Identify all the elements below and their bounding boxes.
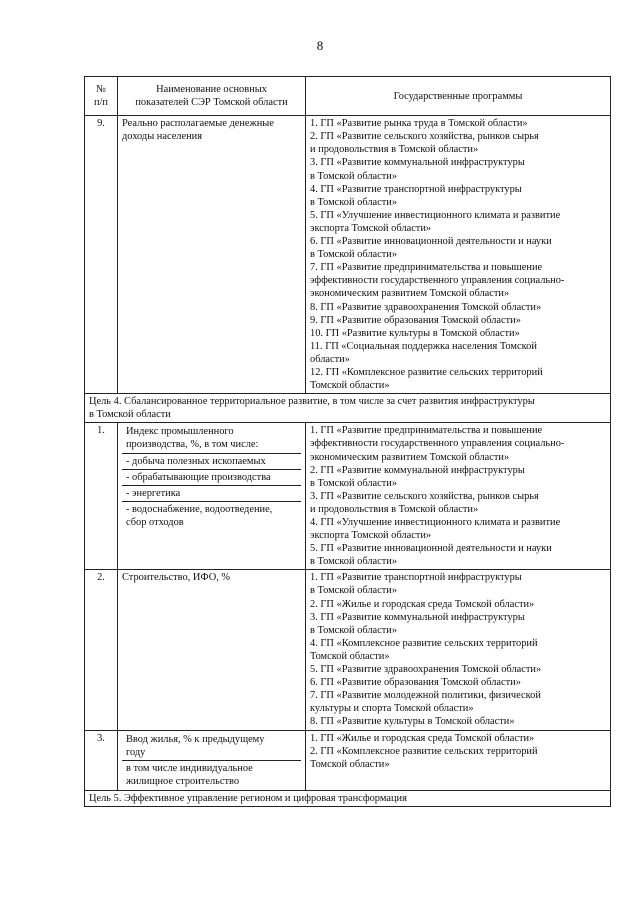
goal-row — [85, 790, 611, 806]
indicator-cell — [118, 730, 306, 790]
table-row — [85, 730, 611, 790]
programs-cell: 1. ГП «Жилье и городская среда Томской области» 2. ГП «Комплексное развитие сельских территорий Томской области» — [306, 730, 611, 790]
programs-cell: 1. ГП «Развитие предпринимательства и повышение эффективности государственного управления социально- экономическим развитием Томской области» 2. ГП «Развитие коммунальной инфраструктуры в Томской области» 3. ГП «Развитие сельского хозяйства, рынков сырья и продовольствия в Томской области» 4. ГП «Улучшение инвестиционного климата и развитие экспорта Томской области» 5. ГП «Развитие инновационной деятельности и науки в Томской области» — [306, 423, 611, 570]
row-number: 9. — [85, 116, 118, 394]
goal-4-heading: Цель 4. Сбалансированное территориальное развитие, в том числе за счет развития инфраструктуры в Томской области — [85, 394, 611, 423]
indicator-line: в том числе индивидуальное жилищное строительство — [126, 762, 253, 787]
programs-table — [84, 76, 611, 807]
table-row — [85, 423, 611, 570]
programs-cell: 1. ГП «Развитие транспортной инфраструктуры в Томской области» 2. ГП «Жилье и городская среда Томской области» 3. ГП «Развитие коммунальной инфраструктуры в Томской области» 4. ГП «Комплексное развитие сельских территорий Томской области» 5. ГП «Развитие здравоохранения Томской области» 6. ГП «Развитие образования Томской области» 7. ГП «Развитие молодежной политики, физической культуры и спорта Томской области» 8. ГП «Развитие культуры в Томской области» — [306, 570, 611, 730]
row-number: 3. — [85, 730, 118, 790]
header-programs: Государственные программы — [306, 77, 611, 116]
indicator-line: Индекс промышленного производства, %, в том числе: — [122, 424, 301, 453]
goal-5-heading: Цель 5. Эффективное управление регионом и цифровая трансформация — [85, 790, 611, 806]
indicator-line: - добыча полезных ископаемых — [122, 454, 301, 470]
table-row — [85, 116, 611, 394]
table-header-row — [85, 77, 611, 116]
indicator-line: - водоснабжение, водоотведение, сбор отходов — [126, 503, 273, 528]
programs-cell: 1. ГП «Развитие рынка труда в Томской области» 2. ГП «Развитие сельского хозяйства, рынков сырья и продовольствия в Томской области» 3. ГП «Развитие коммунальной инфраструктуры в Томской области» 4. ГП «Развитие транспортной инфраструктуры в Томской области» 5. ГП «Улучшение инвестиционного климата и развитие экспорта Томской области» 6. ГП «Развитие инновационной деятельности и науки в Томской области» 7. ГП «Развитие предпринимательства и повышение эффективности государственного управления социально- экономическим развитием Томской области» 8. ГП «Развитие здравоохранения Томской области» 9. ГП «Развитие образования Томской области» 10. ГП «Развитие культуры в Томской области» 11. ГП «Социальная поддержка населения Томской области» 12. ГП «Комплексное развитие сельских территорий Томской области» — [306, 116, 611, 394]
header-indicator: Наименование основных показателей СЭР Томской области — [118, 77, 306, 116]
page-number: 8 — [316, 38, 324, 53]
row-number: 1. — [85, 423, 118, 570]
indicator-line: Ввод жилья, % к предыдущему году — [122, 732, 301, 761]
indicator-line: - обрабатывающие производства — [122, 470, 301, 486]
row-number: 2. — [85, 570, 118, 730]
indicator-cell: Строительство, ИФО, % — [118, 570, 306, 730]
indicator-line: - энергетика — [122, 486, 301, 502]
indicator-cell: Реально располагаемые денежные доходы населения — [118, 116, 306, 394]
indicator-cell — [118, 423, 306, 570]
table-row — [85, 570, 611, 730]
header-number: № п/п — [85, 77, 118, 116]
goal-row — [85, 394, 611, 423]
